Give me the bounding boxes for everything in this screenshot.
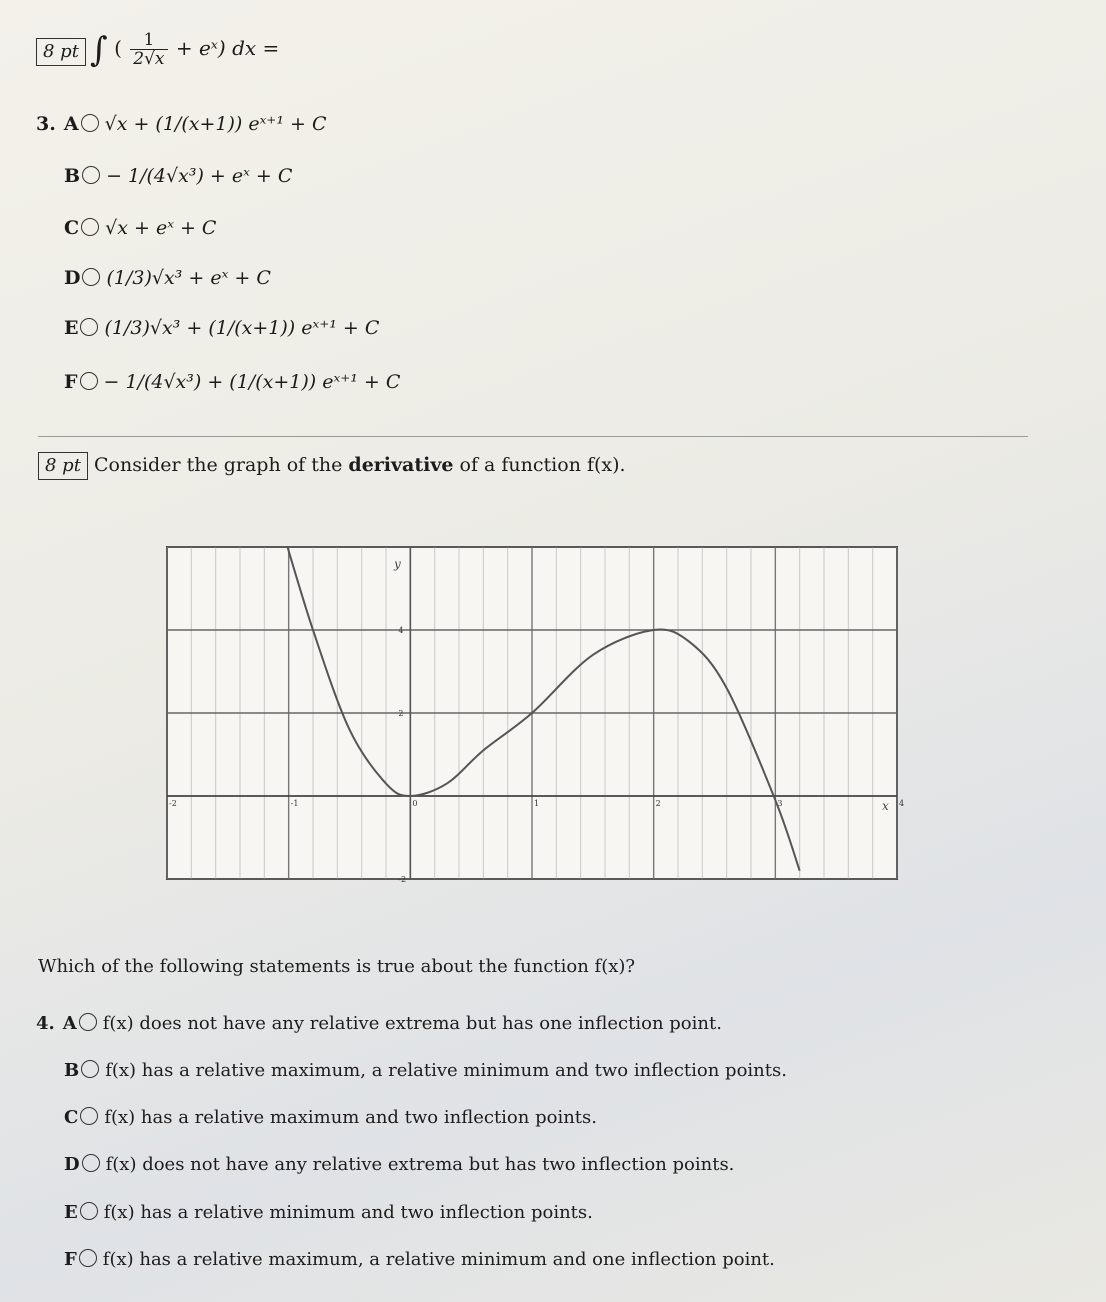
option-letter: C (64, 217, 80, 239)
stem-open: ( (114, 36, 122, 60)
q4-option-f[interactable] (64, 1246, 775, 1274)
q4-option-c[interactable] (64, 1104, 597, 1132)
x-tick-label: 2 (655, 799, 661, 808)
option-text: − 1/(4√x³) + eˣ + C (106, 165, 293, 187)
x-tick-label: -1 (290, 799, 299, 808)
option-letter: A (63, 113, 79, 135)
option-text: f(x) has a relative minimum and two inflection points. (103, 1202, 593, 1223)
option-text: f(x) has a relative maximum, a relative minimum and one inflection point. (102, 1249, 775, 1270)
option-text: √x + (1/(x+1)) eˣ⁺¹ + C (104, 113, 327, 135)
radio-circle-icon[interactable] (81, 1060, 99, 1078)
x-tick-label: -2 (169, 799, 177, 808)
x-tick-label: 1 (534, 799, 540, 808)
x-tick-label: 4 (899, 799, 905, 808)
q3-option-d[interactable] (64, 264, 271, 292)
option-letter: F (64, 371, 78, 393)
stem-fraction (130, 31, 167, 68)
radio-circle-icon[interactable] (80, 1202, 98, 1220)
q3-option-b[interactable] (64, 162, 292, 190)
q3-option-a[interactable] (36, 110, 327, 138)
option-text: (1/3)√x³ + (1/(x+1)) eˣ⁺¹ + C (104, 317, 380, 339)
option-text: − 1/(4√x³) + (1/(x+1)) eˣ⁺¹ + C (103, 371, 401, 393)
prompt-pre: Consider the graph of the (94, 454, 349, 476)
y-tick-label: 2 (398, 709, 404, 718)
prompt-post: of a function f(x). (453, 454, 626, 476)
q4-points-box: 8 pt (38, 452, 88, 480)
q3-stem (90, 28, 279, 70)
q3-option-e[interactable] (64, 314, 379, 342)
x-axis-label: x (882, 799, 889, 813)
q4-option-e[interactable] (64, 1199, 593, 1227)
radio-circle-icon[interactable] (82, 166, 100, 184)
y-axis-label: y (394, 557, 401, 571)
option-letter: B (64, 165, 81, 187)
x-tick-label: 0 (412, 799, 418, 808)
radio-circle-icon[interactable] (79, 1249, 97, 1267)
option-letter: B (64, 1060, 80, 1081)
q4-number: 4. (36, 1013, 55, 1034)
option-letter: A (62, 1013, 77, 1034)
radio-circle-icon[interactable] (80, 372, 98, 390)
y-tick-label: -2 (398, 875, 407, 884)
y-tick-label: 4 (398, 626, 404, 635)
radio-circle-icon[interactable] (81, 218, 99, 236)
q4-option-a[interactable] (36, 1010, 722, 1038)
integral-sign: ∫ (90, 30, 108, 70)
q3-number: 3. (36, 113, 56, 135)
radio-circle-icon[interactable] (81, 114, 99, 132)
section-divider (38, 436, 1028, 437)
stem-rest: + eˣ) dx = (175, 36, 280, 60)
option-letter: E (64, 317, 79, 339)
radio-circle-icon[interactable] (80, 1107, 98, 1125)
x-tick-label: 3 (777, 799, 783, 808)
stem-fraction-num: 1 (130, 31, 167, 50)
option-letter: C (64, 1107, 79, 1128)
q4-option-d[interactable] (64, 1151, 734, 1179)
option-text: (1/3)√x³ + eˣ + C (106, 267, 271, 289)
q4-prompt (94, 451, 626, 479)
radio-circle-icon[interactable] (82, 1154, 100, 1172)
option-text: √x + eˣ + C (105, 217, 217, 239)
option-text: f(x) does not have any relative extrema but has two inflection points. (105, 1154, 735, 1175)
radio-circle-icon[interactable] (82, 268, 100, 286)
option-text: f(x) does not have any relative extrema but has one inflection point. (102, 1013, 722, 1034)
option-text: f(x) has a relative maximum, a relative minimum and two inflection points. (105, 1060, 787, 1081)
prompt-bold: derivative (348, 454, 454, 476)
option-letter: E (64, 1202, 78, 1223)
derivative-graph (166, 546, 905, 884)
q4-question: Which of the following statements is true about the function f(x)? (38, 956, 636, 977)
option-text: f(x) has a relative maximum and two inflection points. (104, 1107, 597, 1128)
option-letter: D (64, 1154, 80, 1175)
q4-option-b[interactable] (64, 1057, 787, 1085)
q3-option-f[interactable] (64, 368, 400, 396)
radio-circle-icon[interactable] (79, 1013, 97, 1031)
q3-points-box: 8 pt (36, 38, 86, 66)
option-letter: F (64, 1249, 77, 1270)
option-letter: D (64, 267, 81, 289)
q3-option-c[interactable] (64, 214, 216, 242)
radio-circle-icon[interactable] (80, 318, 98, 336)
stem-fraction-den: 2√x (133, 49, 165, 69)
